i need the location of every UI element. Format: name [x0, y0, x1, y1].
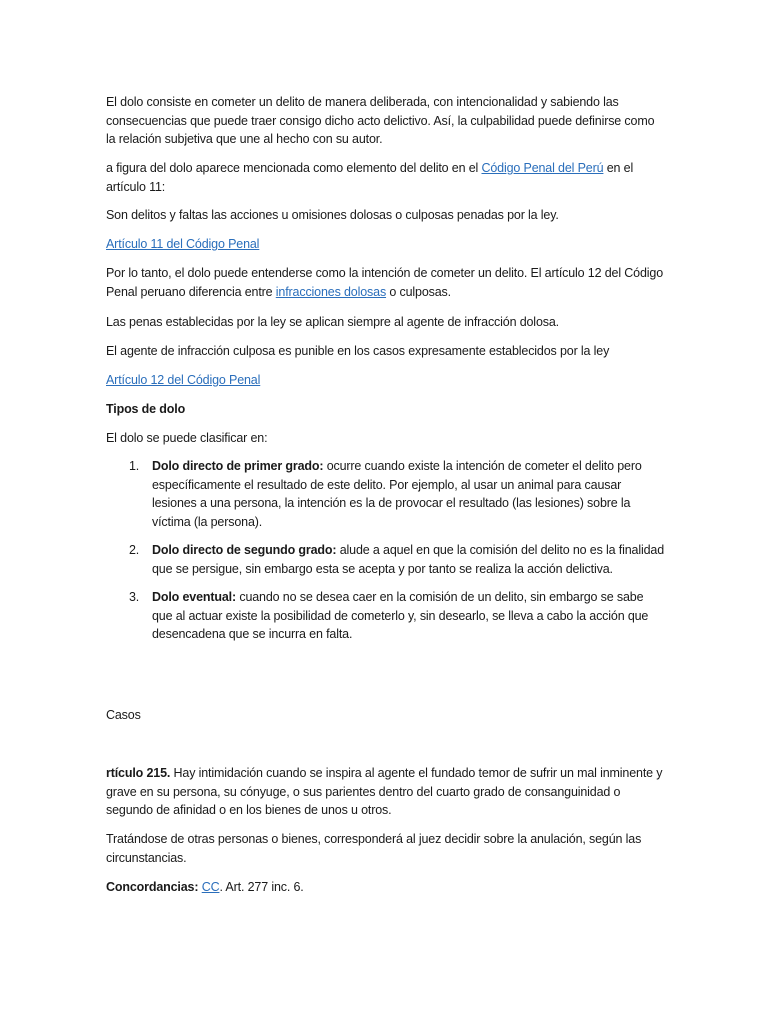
tipos-heading	[106, 400, 666, 419]
codigo-paragraph	[106, 159, 666, 196]
articulo-215-paragraph	[106, 764, 666, 820]
list-item-number: 2.	[129, 543, 140, 557]
list-item-text: ocurre cuando existe la intención de cometer el delito pero específicamente el resultado de este delito. Por ejemplo, al usar un animal para causar lesiones a una persona, la intención es la de provocar el resultado (las lesiones) sobre la víctima (la persona).	[152, 459, 642, 529]
list-item	[106, 588, 666, 644]
list-item-text: cuando no se desea caer en la comisión de un delito, sin embargo se sabe que al actuar existe la posibilidad de cometerlo y, sin desearlo, se lleva a cabo la acción que desencadena que se incurra en falta.	[152, 590, 649, 641]
list-item-title: Dolo directo de segundo grado:	[152, 543, 337, 557]
concordancias-paragraph	[106, 878, 666, 897]
clasificar-paragraph: El dolo se puede clasificar en:	[106, 431, 268, 445]
intro-paragraph: El dolo consiste en cometer un delito de manera deliberada, con intencionalidad y sabiendo las consecuencias que puede traer consigo dicho acto delictivo. Así, la culpabilidad puede definirse como la relación subjetiva que une al hecho con su autor.	[106, 95, 655, 146]
casos-heading: Casos	[106, 708, 141, 722]
list-item-title: Dolo eventual:	[152, 590, 237, 604]
tipos-list	[106, 457, 666, 654]
articulo-11-paragraph	[106, 235, 666, 254]
articulo-12-link[interactable]: Artículo 12 del Código Penal	[106, 373, 261, 387]
dolo-text-before: Por lo tanto, el dolo puede entenderse como la intención de cometer un delito. El artículo 12 del Código Penal peruano diferencia entre	[106, 266, 663, 299]
articulo-215-title: rtículo 215.	[106, 766, 171, 780]
codigo-penal-peru-link[interactable]: Código Penal del Perú	[481, 161, 604, 175]
codigo-text-before: a figura del dolo aparece mencionada como elemento del delito en el	[106, 161, 482, 175]
list-item-number: 3.	[129, 590, 140, 604]
articulo-215-text: Hay intimidación cuando se inspira al agente el fundado temor de sufrir un mal inminente y grave en su persona, su cónyuge, o sus parientes dentro del cuarto grado de consanguinidad o segundo de afinidad o en los bienes de unos u otros.	[106, 766, 663, 817]
concordancias-text: . Art. 277 inc. 6.	[219, 880, 304, 894]
concordancias-label: Concordancias:	[106, 880, 199, 894]
dolo-intencion-paragraph	[106, 264, 666, 301]
delitos-paragraph: Son delitos y faltas las acciones u omisiones dolosas o culposas penadas por la ley.	[106, 208, 559, 222]
penas-paragraph: Las penas establecidas por la ley se aplican siempre al agente de infracción dolosa.	[106, 315, 559, 329]
cc-link[interactable]: CC	[201, 880, 220, 894]
tipos-heading-text: Tipos de dolo	[106, 402, 186, 416]
list-item-number: 1.	[129, 459, 140, 473]
codigo-text-after: en el artículo 11:	[106, 161, 634, 194]
tratandose-paragraph: Tratándose de otras personas o bienes, corresponderá al juez decidir sobre la anulación, según las circunstancias.	[106, 832, 642, 865]
articulo-12-paragraph	[106, 371, 666, 390]
dolo-text-after: o culposas.	[386, 284, 451, 299]
list-item	[106, 457, 666, 531]
list-item	[106, 541, 666, 578]
infracciones-dolosas-link[interactable]: infracciones dolosas	[275, 284, 387, 299]
list-item-text: alude a aquel en que la comisión del delito no es la finalidad que se persigue, sin embargo esta se acepta y por tanto se realiza la acción delictiva.	[152, 543, 664, 576]
culposa-paragraph: El agente de infracción culposa es punible en los casos expresamente establecidos por la ley	[106, 344, 610, 358]
articulo-11-link[interactable]: Artículo 11 del Código Penal	[106, 237, 260, 251]
list-item-title: Dolo directo de primer grado:	[152, 459, 324, 473]
